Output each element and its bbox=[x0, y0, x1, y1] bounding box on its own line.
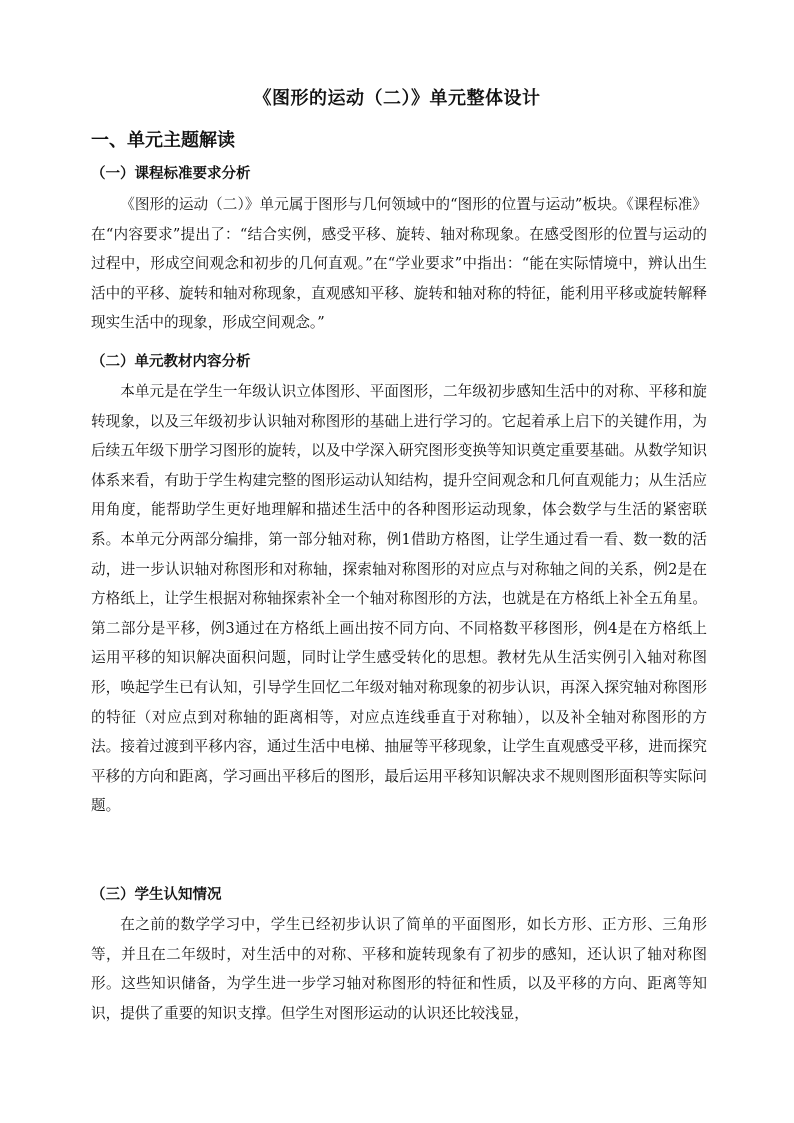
paragraph-student-cognition: 在之前的数学学习中，学生已经初步认识了简单的平面图形，如长方形、正方形、三角形等，并且在二年级时，对生活中的对称、平移和旋转现象有了初步的感知，还认识了轴对称图形。这些知识储备，为学生进一步学习轴对称图形的特征和性质，以及平移的方向、距离等知识，提供了重要的知识支撑。但学生对图形运动的认识还比较浅显， bbox=[91, 916, 707, 1022]
document-title: 《图形的运动（二）》单元整体设计 bbox=[253, 88, 541, 109]
subsection-heading-student-cognition: （三）学生认知情况 bbox=[91, 887, 222, 903]
paragraph-textbook-analysis-1: 本单元是在学生一年级认识立体图形、平面图形，二年级初步感知生活中的对称、平移和旋转现象，以及三年级初步认识轴对称图形的基础上进行学习的。它起着承上启下的关键作用，为后续五年级下册学习图形的旋转，以及中学深入研究图形变换等知识奠定重要基础。从数学知识体系来看，有助于学生构建完整的图形运动认知结构，提升空间观念和几何直观能力；从生活应用角度，能帮助学生更好地理解和描述生活中的各种图形运动现象，体会数学与生活的紧密联系。 bbox=[91, 383, 707, 548]
paragraph-curriculum-standards: 《图形的运动（二）》单元属于图形与几何领域中的“图形的位置与运动”板块。《课程标准》在“内容要求”提出了：“结合实例，感受平移、旋转、轴对称现象。在感受图形的位置与运动的过程中，形成空间观念和初步的几何直观。”在“学业要求”中指出：“能在实际情境中，辨认出生活中的平移、旋转和轴对称现象，直观感知平移、旋转和轴对称的特征，能利用平移或旋转解释现实生活中的现象，形成空间观念。” bbox=[91, 196, 707, 332]
section-heading-unit-theme: 一、单元主题解读 bbox=[91, 130, 235, 151]
subsection-heading-textbook-analysis: （二）单元教材内容分析 bbox=[91, 354, 251, 370]
subsection-heading-curriculum-standards: （一）课程标准要求分析 bbox=[91, 166, 251, 182]
paragraph-textbook-analysis-2: 本单元分两部分编排，第一部分轴对称，例1借助方格图，让学生通过看一看、数一数的活动，进一步认识轴对称图形和对称轴，探索轴对称图形的对应点与对称轴之间的关系，例2是在方格纸上，让学生根据对称轴探索补全一个轴对称图形的方法，也就是在方格纸上补全五角星。第二部分是平移，例3通过在方格纸上画出按不同方向、不同格数平移图形，例4是在方格纸上运用平移的知识解决面积问题，同时让学生感受转化的思想。教材先从生活实例引入轴对称图形，唤起学生已有认知，引导学生回忆二年级对轴对称现象的初步认识，再深入探究轴对称图形的特征（对应点到对称轴的距离相等，对应点连线垂直于对称轴），以及补全轴对称图形的方法。接着过渡到平移内容，通过生活中电梯、抽屉等平移现象，让学生直观感受平移，进而探究平移的方向和距离，学习画出平移后的图形，最后运用平移知识解决求不规则图形面积等实际问题。 bbox=[91, 531, 707, 815]
